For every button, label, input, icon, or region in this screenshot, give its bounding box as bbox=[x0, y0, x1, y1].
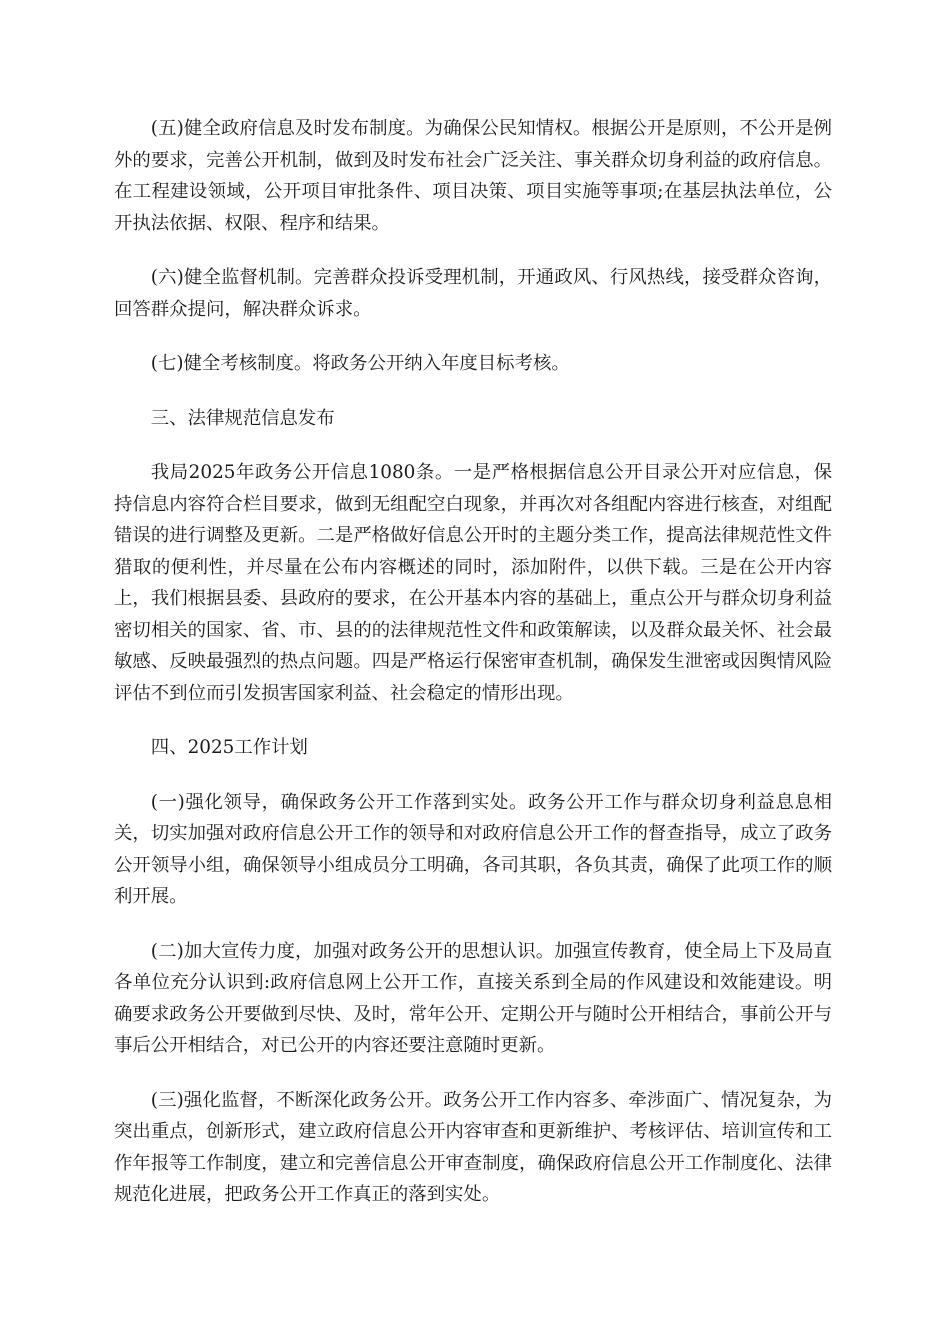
section-heading-3: 三、法律规范信息发布 bbox=[150, 407, 335, 429]
paragraph-item-5: (五)健全政府信息及时发布制度。为确保公民知情权。根据公开是原则，不公开是例外的要求，完善公开机制，做到及时发布社会广泛关注、事关群众切身利益的政府信息。在工程建设领域，公开项目审批条件、项目决策、项目实施等事项;在基层执法单位，公开执法依据、权限、程序和结果。 bbox=[114, 118, 832, 234]
paragraph-plan-2: (二)加大宣传力度，加强对政务公开的思想认识。加强宣传教育，使全局上下及局直各单位充分认识到:政府信息网上公开工作，直接关系到全局的作风建设和效能建设。明确要求政务公开要做到尽快、及时，常年公开、定期公开与随时公开相结合，事前公开与事后公开相结合，对已公开的内容还要注意随时更新。 bbox=[114, 940, 832, 1056]
paragraph-item-7: (七)健全考核制度。将政务公开纳入年度目标考核。 bbox=[150, 353, 570, 374]
section-heading-4: 四、2025工作计划 bbox=[150, 737, 308, 758]
paragraph-plan-1: (一)强化领导，确保政务公开工作落到实处。政务公开工作与群众切身利益息息相关，切实加强对政府信息公开工作的领导和对政府信息公开工作的督查指导，成立了政务公开领导小组，确保领导小组成员分工明确，各司其职，各负其责，确保了此项工作的顺利开展。 bbox=[114, 791, 832, 907]
paragraph-item-6: (六)健全监督机制。完善群众投诉受理机制，开通政风、行风热线，接受群众咨询，回答群众提问，解决群众诉求。 bbox=[114, 267, 832, 320]
paragraph-law-info: 我局2025年政务公开信息1080条。一是严格根据信息公开目录公开对应信息，保持信息内容符合栏目要求，做到无组配空白现象，并再次对各组配内容进行核查，对组配错误的进行调整及更新。二是严格做好信息公开时的主题分类工作，提高法律规范性文件猎取的便利性，并尽量在公布内容概述的同时，添加附件，以供下载。三是在公开内容上，我们根据县委、县政府的要求，在公开基本内容的基础上，重点公开与群众切身利益密切相关的国家、省、市、县的的法律规范性文件和政策解读，以及群众最关怀、社会最敏感、反映最强烈的热点问题。四是严格运行保密审查机制，确保发生泄密或因舆情风险评估不到位而引发损害国家利益、社会稳定的情形出现。 bbox=[114, 462, 832, 704]
document-body bbox=[114, 113, 832, 1234]
paragraph-plan-3: (三)强化监督，不断深化政务公开。政务公开工作内容多、牵涉面广、情况复杂，为突出重点，创新形式，建立政府信息公开内容审查和更新维护、考核评估、培训宣传和工作年报等工作制度，建立和完善信息公开审查制度，确保政府信息公开工作制度化、法律规范化进展，把政务公开工作真正的落到实处。 bbox=[114, 1089, 832, 1205]
